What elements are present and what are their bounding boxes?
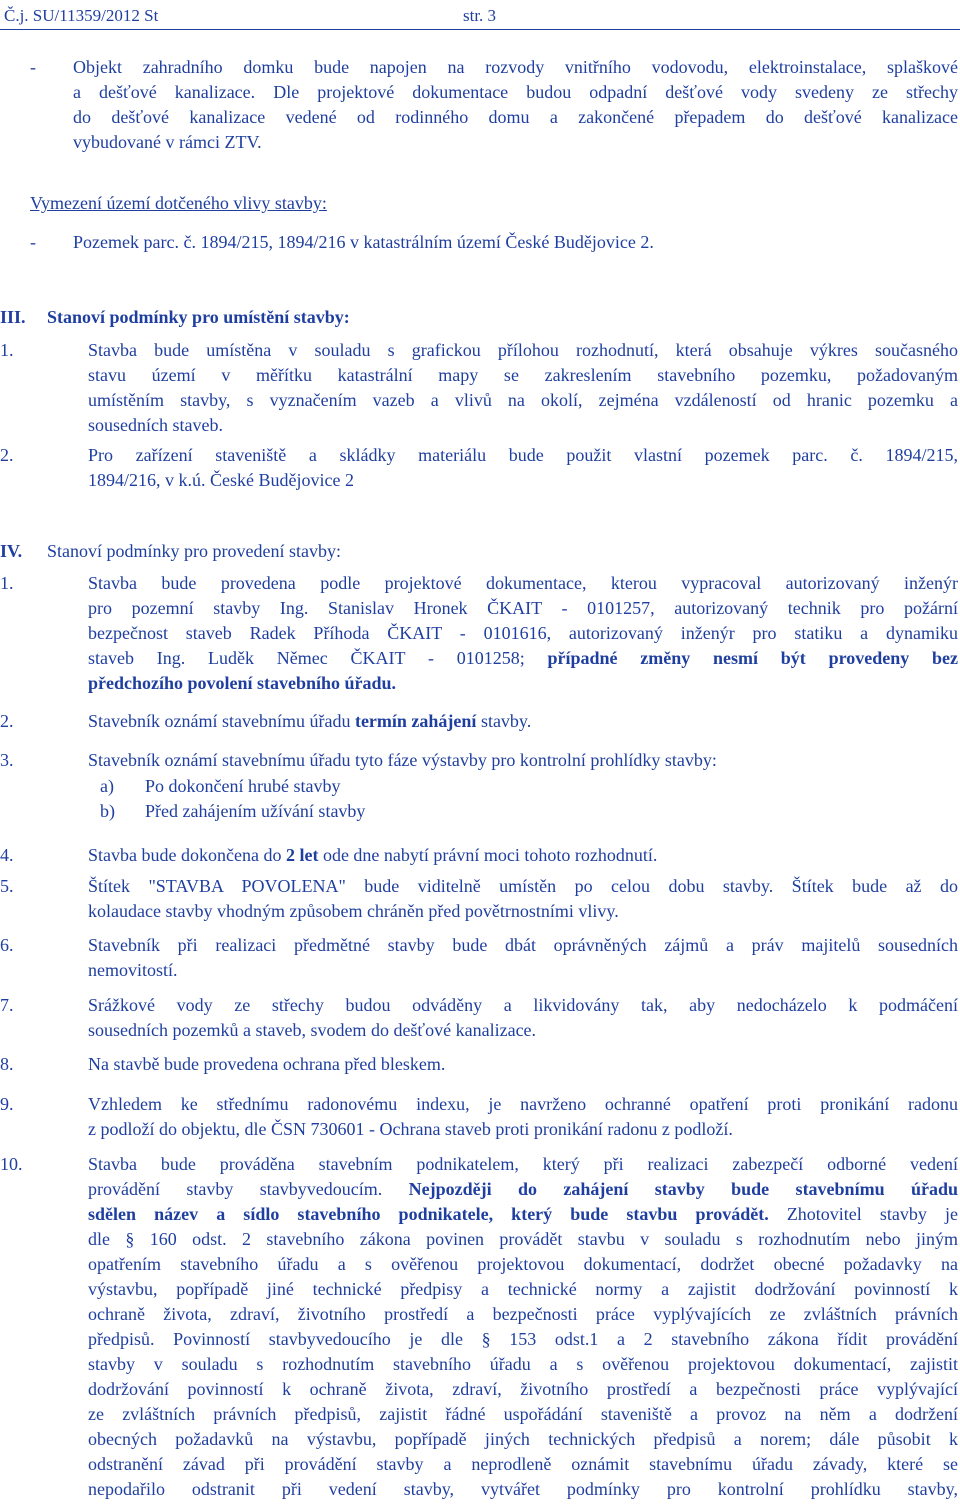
text-line: odstranění závad při provádění stavby a neprodleně oznámit stavebnímu úřadu závady, které se	[88, 1454, 958, 1474]
text-line: obecných požadavků na výstavbu, popřípadě jiných technických předpisů a norem; dále působit k	[88, 1429, 958, 1449]
text-line: Vzhledem ke střednímu radonovému indexu, je navrženo ochranné opatření proti pronikání radonu	[88, 1094, 958, 1114]
text-line: dle § 160 odst. 2 stavebního zákona povinen provádět stavbu v souladu s rozhodnutím nebo jiným	[88, 1229, 958, 1249]
text-line: umístěním stavby, s vyznačením vazeb a vlivů na okolí, zejména vzdáleností od hranic pozemku a	[88, 390, 958, 410]
text-line: Stavba bude provedena podle projektové dokumentace, kterou vypracoval autorizovaný inženýr	[88, 573, 958, 593]
item-number: 10.	[0, 1154, 23, 1174]
text-line: do dešťové kanalizace vedené od rodinného domu a zakončené přepadem do dešťové kanalizace	[73, 107, 958, 127]
vymezeni-text: Pozemek parc. č. 1894/215, 1894/216 v katastrálním území České Budějovice 2.	[73, 232, 654, 252]
text-line: ochraně života, zdraví, životního prostředí a bezpečnosti práce vyplývajících ze zvláštních právních	[88, 1304, 958, 1324]
bold-segment: sdělen název a sídlo stavebního podnikatele, který bude stavbu provádět.	[88, 1204, 769, 1224]
section-title: Stanoví podmínky pro umístění stavby:	[47, 307, 350, 327]
intro-paragraph-cont	[73, 80, 960, 155]
text-line: Objekt zahradního domku bude napojen na rozvody vnitřního vodovodu, elektroinstalace, splaškové	[73, 57, 958, 77]
item-number: 7.	[0, 995, 14, 1015]
item-number: 2.	[0, 445, 14, 465]
section-number: III.	[0, 307, 26, 327]
sub-text: Po dokončení hrubé stavby	[145, 776, 341, 796]
text-line: sousedních staveb.	[88, 415, 223, 435]
text-line: Stavba bude prováděna stavebním podnikatelem, který při realizaci zabezpečí odborné vedení	[88, 1154, 958, 1174]
text-segment: Zhotovitel stavby je	[786, 1204, 958, 1224]
text-segment: staveb Ing. Luděk Němec ČKAIT - 0101258;	[88, 648, 525, 668]
sub-label: a)	[100, 776, 114, 796]
text-line: dodržování povinností k ochraně života, zdraví, životního prostředí a bezpečnosti práce vyplývající	[88, 1379, 958, 1399]
text-line: Na stavbě bude provedena ochrana před bleskem.	[88, 1054, 446, 1074]
text-line: vybudované v rámci ZTV.	[73, 132, 262, 152]
text-segment: ode dne nabytí právní moci tohoto rozhodnutí.	[322, 845, 658, 865]
text-line: bezpečnost staveb Radek Příhoda ČKAIT - 0101616, autorizovaný inženýr pro statiku a dynamiku	[88, 623, 958, 643]
text-line: kolaudace stavby vhodným způsobem chráněn před povětrnostními vlivy.	[88, 901, 619, 921]
text-line: Stavba bude umístěna v souladu s grafickou přílohou rozhodnutí, která obsahuje výkres současného	[88, 340, 958, 360]
item-number: 6.	[0, 935, 14, 955]
text-line: Štítek "STAVBA POVOLENA" bude viditelně umístěn po celou dobu stavby. Štítek bude až do	[88, 876, 958, 896]
text-line: nemovitostí.	[88, 960, 178, 980]
text-line	[88, 1177, 958, 1202]
text-segment: stavby.	[480, 711, 532, 731]
sub-text: Před zahájením užívání stavby	[145, 801, 366, 821]
text-line: sousedních pozemků a staveb, svodem do dešťové kanalizace.	[88, 1020, 537, 1040]
item-number: 9.	[0, 1094, 14, 1114]
item-number: 3.	[0, 750, 14, 770]
text-line	[88, 646, 958, 671]
vymezeni-heading: Vymezení území dotčeného vlivy stavby:	[30, 193, 327, 213]
text-line: Stavebník při realizaci předmětné stavby bude dbát oprávněných zájmů a práv majitelů sousedních	[88, 935, 958, 955]
item-number: 4.	[0, 845, 14, 865]
text-line: předpisů. Povinností stavbyvedoucího je dle § 153 odst.1 a 2 stavebního zákona řídit provádění	[88, 1329, 958, 1349]
section-number: IV.	[0, 541, 23, 561]
item-number: 2.	[0, 711, 14, 731]
item-number: 5.	[0, 876, 14, 896]
bold-segment: termín zahájení	[354, 711, 477, 731]
bold-line: předchozího povolení stavebního úřadu.	[88, 673, 397, 693]
header-divider	[0, 29, 960, 30]
text-line: z podloží do objektu, dle ČSN 730601 - Ochrana staveb proti pronikání radonu z podloží.	[88, 1119, 733, 1139]
text-segment: provádění stavby stavbyvedoucím.	[88, 1179, 383, 1199]
text-line: Pro zařízení staveniště a skládky materiálu bude použit vlastní pozemek parc. č. 1894/215,	[88, 445, 958, 465]
text-line: 1894/216, v k.ú. České Budějovice 2	[88, 470, 354, 490]
sub-label: b)	[100, 801, 115, 821]
text-line: stavu území v měřítku katastrální mapy se zakreslením stavebního pozemku, požadovaným	[88, 365, 958, 385]
text-line: pro pozemní stavby Ing. Stanislav Hronek ČKAIT - 0101257, autorizovaný technik pro požární	[88, 598, 958, 618]
text-line: nepodařilo odstranit při vedení stavby, vytvářet podmínky pro kontrolní prohlídku stavby,	[88, 1479, 958, 1499]
text-line: Stavebník oznámí stavebnímu úřadu tyto fáze výstavby pro kontrolní prohlídky stavby:	[88, 750, 717, 770]
text-line	[88, 1202, 958, 1227]
dash-marker: -	[30, 57, 36, 77]
item-number: 8.	[0, 1054, 14, 1074]
text-line	[88, 709, 958, 734]
text-line: stavby v souladu s rozhodnutím stavebního úřadu a s ověřenou projektovou dokumentací, zajistit	[88, 1354, 958, 1374]
text-segment: Stavba bude dokončena do	[88, 845, 282, 865]
dash-marker: -	[30, 232, 36, 252]
bold-segment: Nejpozději do zahájení stavby bude stavebnímu úřadu	[408, 1179, 958, 1199]
text-line: ze zvláštních právních předpisů, zajistit řádné uspořádání staveniště a provoz na něm a dodržení	[88, 1404, 958, 1424]
bold-segment: případné změny nesmí být provedeny bez	[547, 648, 959, 668]
document-reference: Č.j. SU/11359/2012 St	[4, 6, 159, 25]
item-number: 1.	[0, 340, 14, 360]
text-line: Srážkové vody ze střechy budou odváděny a likvidovány tak, aby nedocházelo k podmáčení	[88, 995, 958, 1015]
text-line: a dešťové kanalizace. Dle projektové dokumentace budou odpadní dešťové vody svedeny ze střechy	[73, 82, 958, 102]
section-title: Stanoví podmínky pro provedení stavby:	[47, 541, 341, 561]
text-segment: Stavebník oznámí stavebnímu úřadu	[88, 711, 351, 731]
page-number: str. 3	[463, 6, 497, 25]
text-line	[88, 843, 958, 868]
item-number: 1.	[0, 573, 14, 593]
text-line: výstavbu, popřípadě jiné technické předpisy a technické normy a zajistit dodržování povinností k	[88, 1279, 958, 1299]
text-line: opatřením stavebního úřadu a s ověřenou projektovou dokumentací, dodržet obecné požadavky na	[88, 1254, 958, 1274]
bold-segment: 2 let	[285, 845, 319, 865]
